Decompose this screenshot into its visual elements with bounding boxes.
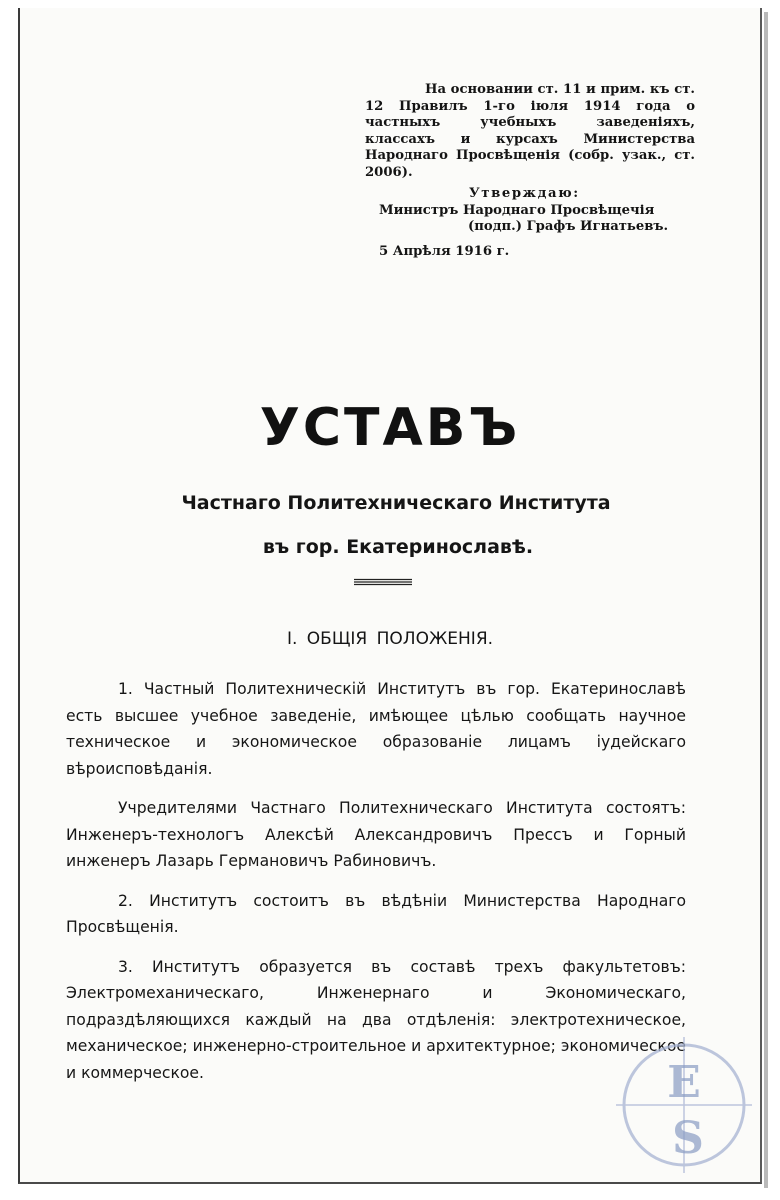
page-edge-shadow <box>764 12 768 1188</box>
watermark-letter-s: S <box>672 1113 704 1164</box>
signature-line: (подп.) Графъ Игнатьевъ. <box>468 219 669 234</box>
approve-label: Утверждаю: <box>469 186 580 201</box>
approval-date: 5 Апрѣля 1916 г. <box>379 243 510 259</box>
charter-body <box>66 676 686 1099</box>
paragraph-2: 2. Институтъ состоитъ въ вѣдѣніи Министерства Народнаго Просвѣщенія. <box>66 891 686 936</box>
section-heading: I. ОБЩІЯ ПОЛОЖЕНІЯ. <box>286 629 494 649</box>
ornamental-divider <box>354 578 412 586</box>
subtitle-institute: Частнаго Политехническаго Института <box>181 492 611 514</box>
legal-basis-text: На основании ст. 11 и прим. къ ст. 12 Правилъ 1-го іюля 1914 года о частныхъ учебныхъ заведеніяхъ, классахъ и курсахъ Министерства Народнаго Просвѣщенія (собр. узак., ст. 2006). <box>365 82 695 180</box>
document-title: УСТАВЪ <box>259 398 521 458</box>
subtitle-city: въ гор. Екатеринославѣ. <box>262 536 534 558</box>
paragraph-founders: Учредителями Частнаго Политехническаго Института состоятъ: Инженеръ-технологъ Алексѣй Александровичъ Прессъ и Горный инженеръ Лазарь Германовичъ Рабиновичъ. <box>66 799 686 870</box>
paragraph-1: 1. Частный Политехническій Институтъ въ гор. Екатеринославѣ есть высшее учебное заведеніе, имѣющее цѣлью сообщать научное техническое и экономическое образованіе лицамъ іудейскаго вѣроисповѣданія. <box>66 680 686 778</box>
paragraph-3: 3. Институтъ образуется въ составѣ трехъ факультетовъ: Электромеханическаго, Инженернаго и Экономическаго, подраздѣляющихся каждый на два отдѣленія: электротехническое, механическое; инженерно-строительное и архитектурное; экономическое и коммерческое. <box>66 957 686 1082</box>
watermark-letter-e: E <box>667 1057 701 1108</box>
approval-block <box>365 82 695 260</box>
minister-title: Министръ Народнаго Просвѣщечія <box>379 202 655 218</box>
watermark-logo-icon <box>614 1035 754 1175</box>
